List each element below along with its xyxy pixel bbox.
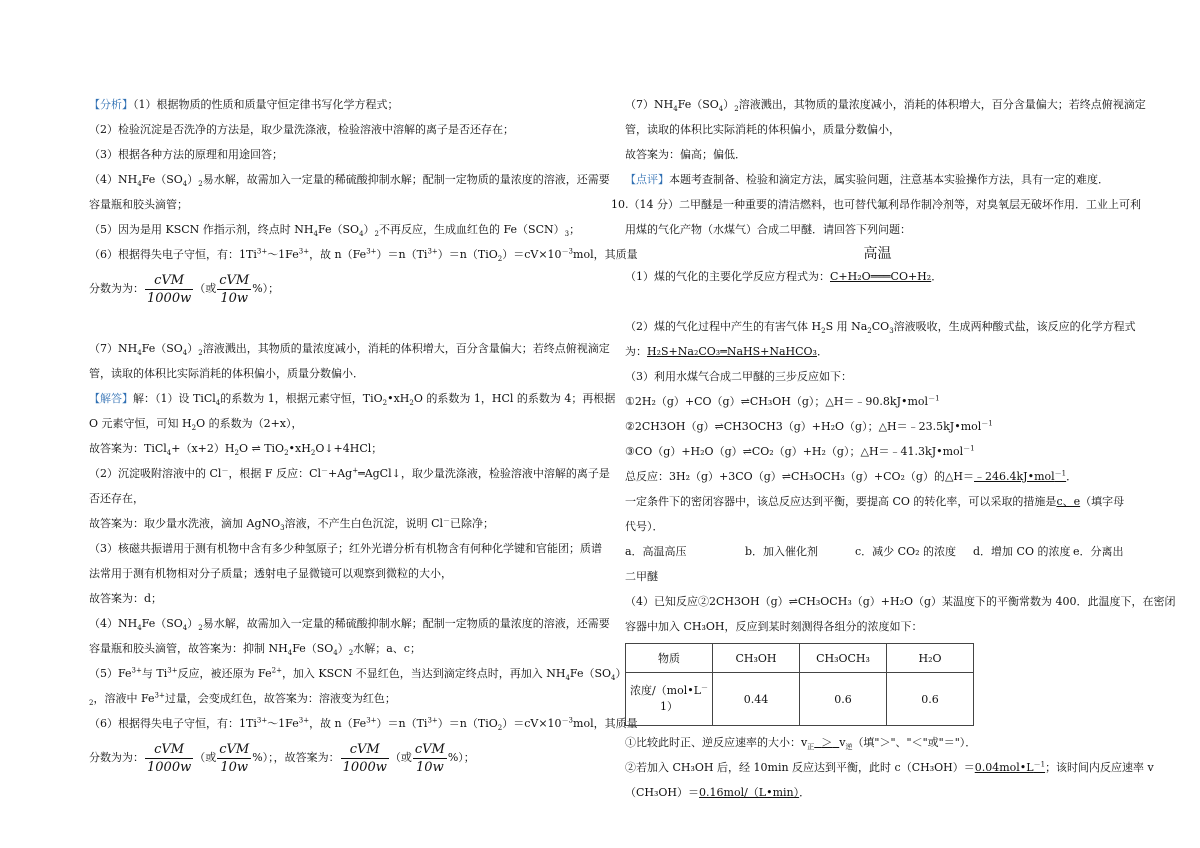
total-answer: ﹣246.4kJ•mol$^{-1}$ [974, 469, 1067, 483]
solution-line-5: $(5)Fe^{3+}$与 $Ti^{3+}$反应，被还原为 $Fe^{2+}$，加入 KSCN 不显红色，当达到滴定终点时，再加入 $NH_4Fe(SO_4)$ [89, 666, 627, 683]
table-cell: 0.6 [800, 673, 887, 726]
condition-answer: c、e [1056, 495, 1081, 508]
condition-line: 一定条件下的密闭容器中，该总反应达到平衡，要提高 CO 的转化率，可以采取的措施是c、e（填字母 [625, 495, 1125, 508]
option-c: c．减少 CO₂ 的浓度 [855, 545, 956, 558]
analysis-line-1: 【分析】（1）根据物质的性质和质量守恒定律书写化学方程式； [89, 98, 399, 111]
table-header-cell: CH₃OH [713, 644, 800, 673]
equation-1: ①2H₂（g）+CO（g）⇌CH₃OH（g）；△H＝﹣90.8kJ•mol$^{-1}$ [625, 394, 940, 408]
solution-tag: 【解答】 [89, 392, 133, 405]
table-row-label: 浓度/（mol•L－ 1） [626, 673, 713, 726]
q2-line-b: 为：H₂S+Na₂CO₃═NaHS+NaHCO₃． [625, 345, 828, 358]
right-column [611, 92, 1176, 805]
analysis-line-4: $(4)NH_4Fe(SO_4)_2$易水解，故需加入一定量的稀硫酸抑制水解；配制一定物质的量浓度的溶液，还需要 [89, 173, 610, 189]
concentration-table [625, 643, 974, 726]
analysis-line-4b: 容量瓶和胶头滴管； [89, 198, 188, 211]
solution-line-1: 【解答】解：（1）设 TiCl$_4$的系数为 1，根据元素守恒，$TiO_2•xH_2O$ 的系数为 1，HCl 的系数为 4；再根据 [89, 392, 616, 408]
equation-2: ②2CH3OH（g）⇌CH3OCH3（g）+H₂O（g）；△H＝﹣23.5kJ•mol$^{-1}$ [625, 419, 993, 433]
option-a: a．高温高压 [625, 545, 687, 558]
option-e-cont: 二甲醚 [625, 570, 658, 583]
q2-answer: H₂S+Na₂CO₃═NaHS+NaHCO₃ [647, 345, 817, 358]
table-header-row [626, 644, 974, 673]
fraction-5: $\frac{\text{cVM}}{1000w}$ [342, 741, 387, 775]
solution-line-5b: $_2$，溶液中 $Fe^{3+}$过量，会变成红色，故答案为：溶液变为红色； [89, 691, 396, 708]
q4e-answer: 0.16mol/（L•min） [699, 786, 800, 799]
table-cell: 0.44 [713, 673, 800, 726]
question-10-line: 10.（14 分）二甲醚是一种重要的清洁燃料，也可替代氟利昂作制冷剂等，对臭氧层无破坏作用．工业上可利 [611, 198, 1141, 211]
option-d: d．增加 CO 的浓度 [973, 545, 1071, 558]
analysis-line-5: （5）因为是用 KSCN 作指示剂，终点时 $NH_4Fe(SO_4)_2$不再反应，生成血红色的 $Fe(SCN)_3$； [89, 223, 581, 239]
right-line-7b: 管，读取的体积比实际消耗的体积偏小，质量分数偏小， [625, 123, 900, 136]
solution-line-4b: 容量瓶和胶头滴管，故答案为：抑制 $NH_4Fe(SO_4)_2$水解；a、c； [89, 642, 421, 658]
q4d-line: ②若加入 CH₃OH 后，经 10min 反应达到平衡，此时 $c(CH_3OH)=0.04mol•L^{-1}$；该时间内反应速率 v [625, 760, 1154, 774]
q4-line-b: 容器中加入 CH₃OH，反应到某时刻测得各组分的浓度如下： [625, 620, 923, 633]
q4e-line: （CH₃OH）＝0.16mol/（L•min）． [625, 786, 811, 799]
table-header-cell: H₂O [887, 644, 974, 673]
analysis-line-7b: 管，读取的体积比实际消耗的体积偏小，质量分数偏小． [89, 367, 364, 380]
table-row [626, 673, 974, 726]
total-reaction: 总反应：3H₂（g）+3CO（g）⇌CH₃OCH₃（g）+CO₂（g）的△H＝﹣246.4kJ•mol$^{-1}$． [625, 469, 1078, 483]
q1-answer: C+H₂O═══CO+H₂ [830, 270, 932, 283]
q1-line: （1）煤的气化的主要化学反应方程式为：C+H₂O═══CO+H₂． [625, 270, 943, 283]
review-tag: 【点评】 [625, 173, 669, 186]
review-line: 【点评】本题考查制备、检验和滴定方法，属实验问题，注意基本实验操作方法，具有一定的难度． [625, 173, 1109, 186]
high-temperature-label: 高温 [863, 246, 892, 262]
solution-line-1b: O 元素守恒，可知 $H_2O$ 的系数为（2+x）， [89, 417, 303, 433]
analysis-line-2: （2）检验沉淀是否洗净的方法是，取少量洗涤液，检验溶液中溶解的离子是否还存在； [89, 123, 514, 136]
solution-line-2b: 否还存在， [89, 492, 144, 505]
analysis-fraction-line: 分数为为： $\frac{\text{cVM}}{1000w}$ （或 $\frac{\text{cVM}}{10w}$ %）； [89, 272, 280, 306]
fraction-3: $\frac{\text{cVM}}{1000w}$ [147, 741, 192, 775]
q4-line: （4）已知反应②2CH3OH（g）⇌CH₃OCH₃（g）+H₂O（g）某温度下的平衡常数为 400．此温度下，在密闭 [625, 595, 1176, 608]
analysis-line-6: （6）根据得失电子守恒，有：$1Ti^{3+}\sim 1Fe^{3+}$，故 $n(Fe^{3+})=n(Ti^{3+})=n(TiO_2)=cV\times 10^{-3}mol$，其质量 [89, 247, 638, 264]
solution-line-3b: 法常用于测有机物相对分子质量；透射电子显微镜可以观察到微粒的大小， [89, 567, 452, 580]
option-e: e．分离出 [1073, 545, 1124, 558]
fraction-6: $\frac{\text{cVM}}{10w}$ [414, 741, 445, 775]
question-number: 10. [611, 198, 629, 211]
fraction-1: $\frac{\text{cVM}}{1000w}$ [147, 272, 192, 306]
condition-line-b: 代号）． [625, 520, 664, 533]
q4c-answer: ＞ [821, 736, 833, 749]
solution-line-3: （3）核磁共振谱用于测有机物中含有多少种氢原子；红外光谱分析有机物含有何种化学键和官能团；质谱 [89, 542, 602, 555]
solution-line-2c: 故答案为：取少量水洗液，滴加 AgNO$_3$溶液，不产生白色沉淀，说明 Cl－已除净； [89, 516, 495, 533]
right-line-7: $(7)NH_4Fe(SO_4)_2$溶液溅出，其物质的量浓度减小，消耗的体积增大，百分含量偏大；若终点俯视滴定 [625, 98, 1146, 114]
table-header-cell: 物质 [626, 644, 713, 673]
analysis-tag: 【分析】 [89, 98, 133, 111]
table-cell: 0.6 [887, 673, 974, 726]
analysis-line-7: $(7)NH_4Fe(SO_4)_2$溶液溅出，其物质的量浓度减小，消耗的体积增大，百分含量偏大；若终点俯视滴定 [89, 342, 610, 358]
equation-3: ③CO（g）+H₂O（g）⇌CO₂（g）+H₂（g）；△H＝﹣41.3kJ•mol$^{-1}$ [625, 444, 975, 458]
analysis-line-3: （3）根据各种方法的原理和用途回答； [89, 148, 283, 161]
q4d-answer: $0.04mol•L^{-1}$ [974, 760, 1046, 774]
solution-line-6: （6）根据得失电子守恒，有：$1Ti^{3+}\sim 1Fe^{3+}$，故 $n(Fe^{3+})=n(Ti^{3+})=n(TiO_2)=cV\times 10^{-3}mol$，其质量 [89, 716, 638, 733]
q3-line: （3）利用水煤气合成二甲醚的三步反应如下： [625, 370, 852, 383]
left-column [89, 92, 638, 780]
right-line-7c: 故答案为：偏高；偏低． [625, 148, 746, 161]
table-header-cell: CH₃OCH₃ [800, 644, 887, 673]
fraction-2: $\frac{\text{cVM}}{10w}$ [219, 272, 250, 306]
solution-line-2: （2）沉淀吸附溶液中的 Cl－，根据 F 反应：Cl－+Ag+═AgCl↓，取少量洗涤液，检验溶液中溶解的离子是 [89, 466, 610, 480]
solution-fraction-line: 分数为为： $\frac{\text{cVM}}{1000w}$ （或 $\frac{\text{cVM}}{10w}$ %）；，故答案为： $\frac{\text{cVM}}{1000w}$ （或 $\frac{\text{cVM}}{10w}$ %）； [89, 741, 475, 775]
option-b: b．加入催化剂 [745, 545, 819, 558]
options-line [625, 539, 1130, 564]
solution-line-3c: 故答案为：d； [89, 592, 163, 605]
fraction-4: $\frac{\text{cVM}}{10w}$ [219, 741, 250, 775]
q4c-line: ①比较此时正、逆反应速率的大小：$v_正 > v_逆$（填"＞"、"＜"或"＝"）． [625, 736, 977, 752]
q2-line: （2）煤的气化过程中产生的有害气体 $H_2S$ 用 $Na_2CO_3$溶液吸收，生成两种酸式盐，该反应的化学方程式 [625, 320, 1136, 336]
question-10-line-b: 用煤的气化产物（水煤气）合成二甲醚．请回答下列问题： [625, 223, 911, 236]
solution-line-1c: 故答案为：$TiCl_4+(x+2)H_2O$ ⇌ $TiO_2•xH_2O↓+4HCl$； [89, 442, 383, 458]
solution-line-4: $(4)NH_4Fe(SO_4)_2$易水解，故需加入一定量的稀硫酸抑制水解；配制一定物质的量浓度的溶液，还需要 [89, 617, 610, 633]
